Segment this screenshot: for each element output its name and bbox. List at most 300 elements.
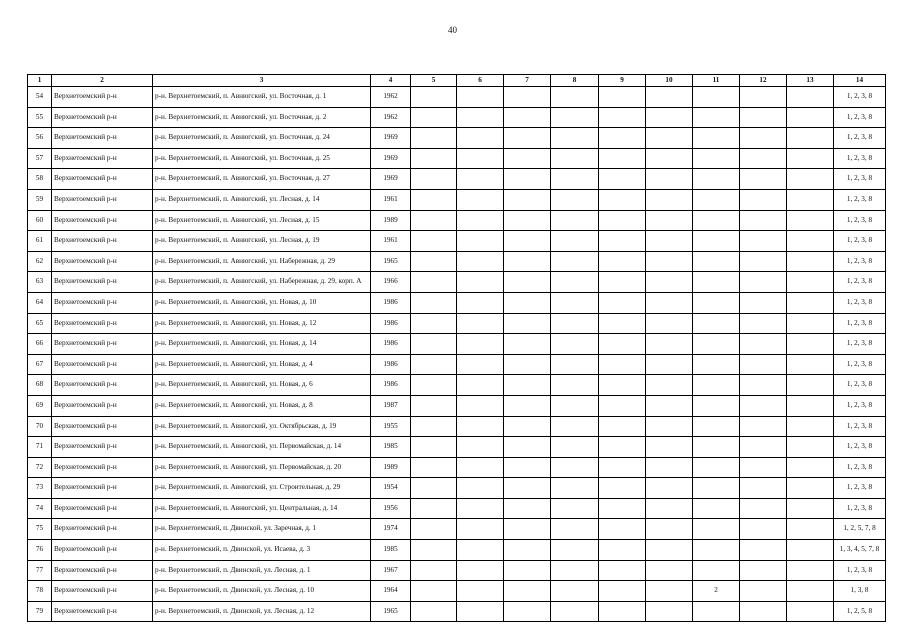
district-cell: Верхнетоемский р-н <box>52 354 153 375</box>
column-10-cell <box>646 375 693 396</box>
table-row <box>28 334 886 355</box>
table-row <box>28 292 886 313</box>
column-6-cell <box>457 375 504 396</box>
year-cell: 1961 <box>371 231 411 252</box>
row-number-cell: 77 <box>28 560 52 581</box>
column-9-cell <box>599 231 646 252</box>
year-cell: 1962 <box>371 87 411 108</box>
district-cell: Верхнетоемский р-н <box>52 519 153 540</box>
year-cell: 1987 <box>371 395 411 416</box>
column-6-cell <box>457 251 504 272</box>
column-13-cell <box>787 416 834 437</box>
column-13-cell <box>787 601 834 622</box>
district-cell: Верхнетоемский р-н <box>52 478 153 499</box>
column-5-cell <box>411 478 457 499</box>
column-14-cell: 1, 2, 3, 8 <box>834 231 886 252</box>
column-13-cell <box>787 540 834 561</box>
column-header-2: 2 <box>52 75 153 87</box>
column-9-cell <box>599 292 646 313</box>
column-6-cell <box>457 457 504 478</box>
column-8-cell <box>551 498 599 519</box>
column-12-cell <box>740 354 787 375</box>
table-row <box>28 601 886 622</box>
district-cell: Верхнетоемский р-н <box>52 437 153 458</box>
column-5-cell <box>411 231 457 252</box>
column-10-cell <box>646 334 693 355</box>
column-14-cell: 1, 2, 3, 8 <box>834 395 886 416</box>
address-cell: р-н. Верхнетоемский, п. Двинской, ул. Лесная, д. 10 <box>153 581 371 602</box>
column-12-cell <box>740 87 787 108</box>
row-number-cell: 57 <box>28 148 52 169</box>
column-9-cell <box>599 210 646 231</box>
column-13-cell <box>787 457 834 478</box>
column-13-cell <box>787 334 834 355</box>
column-11-cell <box>693 292 740 313</box>
column-14-cell: 1, 2, 3, 8 <box>834 292 886 313</box>
column-12-cell <box>740 498 787 519</box>
row-number-cell: 65 <box>28 313 52 334</box>
column-header-5: 5 <box>411 75 457 87</box>
column-5-cell <box>411 560 457 581</box>
column-6-cell <box>457 87 504 108</box>
column-14-cell: 1, 2, 3, 8 <box>834 478 886 499</box>
column-7-cell <box>504 292 551 313</box>
column-5-cell <box>411 498 457 519</box>
address-cell: р-н. Верхнетоемский, п. Авнюгский, ул. Центральная, д. 14 <box>153 498 371 519</box>
column-9-cell <box>599 498 646 519</box>
column-header-14: 14 <box>834 75 886 87</box>
column-11-cell <box>693 375 740 396</box>
row-number-cell: 63 <box>28 272 52 293</box>
column-10-cell <box>646 189 693 210</box>
district-cell: Верхнетоемский р-н <box>52 210 153 231</box>
column-7-cell <box>504 519 551 540</box>
address-cell: р-н. Верхнетоемский, п. Авнюгский, ул. Лесная, д. 15 <box>153 210 371 231</box>
column-8-cell <box>551 334 599 355</box>
column-8-cell <box>551 87 599 108</box>
address-cell: р-н. Верхнетоемский, п. Авнюгский, ул. Набережная, д. 29 <box>153 251 371 272</box>
column-10-cell <box>646 128 693 149</box>
district-cell: Верхнетоемский р-н <box>52 148 153 169</box>
year-cell: 1986 <box>371 313 411 334</box>
column-10-cell <box>646 416 693 437</box>
column-13-cell <box>787 148 834 169</box>
table-row <box>28 128 886 149</box>
column-12-cell <box>740 581 787 602</box>
row-number-cell: 70 <box>28 416 52 437</box>
column-8-cell <box>551 601 599 622</box>
column-13-cell <box>787 437 834 458</box>
column-9-cell <box>599 169 646 190</box>
column-6-cell <box>457 210 504 231</box>
column-5-cell <box>411 354 457 375</box>
address-cell: р-н. Верхнетоемский, п. Авнюгский, ул. Строительная, д. 29 <box>153 478 371 499</box>
column-8-cell <box>551 128 599 149</box>
column-9-cell <box>599 457 646 478</box>
column-7-cell <box>504 478 551 499</box>
column-11-cell <box>693 148 740 169</box>
column-6-cell <box>457 498 504 519</box>
column-12-cell <box>740 251 787 272</box>
district-cell: Верхнетоемский р-н <box>52 375 153 396</box>
table-body <box>28 87 886 622</box>
column-5-cell <box>411 169 457 190</box>
column-14-cell: 1, 2, 3, 8 <box>834 416 886 437</box>
address-cell: р-н. Верхнетоемский, п. Авнюгский, ул. Восточная, д. 25 <box>153 148 371 169</box>
column-7-cell <box>504 210 551 231</box>
district-cell: Верхнетоемский р-н <box>52 169 153 190</box>
column-6-cell <box>457 189 504 210</box>
column-14-cell: 1, 2, 5, 8 <box>834 601 886 622</box>
row-number-cell: 55 <box>28 107 52 128</box>
table-row <box>28 498 886 519</box>
row-number-cell: 62 <box>28 251 52 272</box>
column-7-cell <box>504 354 551 375</box>
address-cell: р-н. Верхнетоемский, п. Авнюгский, ул. Лесная, д. 19 <box>153 231 371 252</box>
table-row <box>28 437 886 458</box>
column-8-cell <box>551 478 599 499</box>
address-cell: р-н. Верхнетоемский, п. Авнюгский, ул. Восточная, д. 24 <box>153 128 371 149</box>
year-cell: 1974 <box>371 519 411 540</box>
row-number-cell: 66 <box>28 334 52 355</box>
column-14-cell: 1, 2, 3, 8 <box>834 313 886 334</box>
column-6-cell <box>457 601 504 622</box>
column-6-cell <box>457 334 504 355</box>
district-cell: Верхнетоемский р-н <box>52 395 153 416</box>
table-row <box>28 272 886 293</box>
column-14-cell: 1, 2, 3, 8 <box>834 272 886 293</box>
column-5-cell <box>411 581 457 602</box>
column-header-10: 10 <box>646 75 693 87</box>
column-5-cell <box>411 601 457 622</box>
column-12-cell <box>740 601 787 622</box>
column-7-cell <box>504 560 551 581</box>
column-9-cell <box>599 87 646 108</box>
column-14-cell: 1, 2, 3, 8 <box>834 210 886 231</box>
district-cell: Верхнетоемский р-н <box>52 601 153 622</box>
column-8-cell <box>551 581 599 602</box>
column-10-cell <box>646 231 693 252</box>
column-5-cell <box>411 87 457 108</box>
year-cell: 1985 <box>371 437 411 458</box>
column-10-cell <box>646 581 693 602</box>
column-8-cell <box>551 395 599 416</box>
column-11-cell: 2 <box>693 581 740 602</box>
district-cell: Верхнетоемский р-н <box>52 334 153 355</box>
row-number-cell: 64 <box>28 292 52 313</box>
column-9-cell <box>599 128 646 149</box>
column-6-cell <box>457 395 504 416</box>
column-14-cell: 1, 2, 3, 8 <box>834 189 886 210</box>
column-11-cell <box>693 107 740 128</box>
column-7-cell <box>504 498 551 519</box>
year-cell: 1986 <box>371 292 411 313</box>
column-11-cell <box>693 272 740 293</box>
column-5-cell <box>411 292 457 313</box>
column-header-12: 12 <box>740 75 787 87</box>
year-cell: 1956 <box>371 498 411 519</box>
year-cell: 1989 <box>371 210 411 231</box>
column-9-cell <box>599 272 646 293</box>
table-row <box>28 457 886 478</box>
column-9-cell <box>599 478 646 499</box>
year-cell: 1955 <box>371 416 411 437</box>
column-12-cell <box>740 313 787 334</box>
year-cell: 1966 <box>371 272 411 293</box>
column-10-cell <box>646 251 693 272</box>
column-6-cell <box>457 148 504 169</box>
column-13-cell <box>787 375 834 396</box>
column-10-cell <box>646 148 693 169</box>
district-cell: Верхнетоемский р-н <box>52 87 153 108</box>
row-number-cell: 72 <box>28 457 52 478</box>
column-7-cell <box>504 581 551 602</box>
column-11-cell <box>693 169 740 190</box>
column-8-cell <box>551 540 599 561</box>
column-14-cell: 1, 2, 3, 8 <box>834 375 886 396</box>
row-number-cell: 68 <box>28 375 52 396</box>
column-11-cell <box>693 87 740 108</box>
column-14-cell: 1, 3, 4, 5, 7, 8 <box>834 540 886 561</box>
column-13-cell <box>787 169 834 190</box>
district-cell: Верхнетоемский р-н <box>52 272 153 293</box>
column-11-cell <box>693 128 740 149</box>
column-12-cell <box>740 334 787 355</box>
column-9-cell <box>599 189 646 210</box>
district-cell: Верхнетоемский р-н <box>52 540 153 561</box>
column-13-cell <box>787 498 834 519</box>
address-cell: р-н. Верхнетоемский, п. Авнюгский, ул. Новая, д. 12 <box>153 313 371 334</box>
column-7-cell <box>504 457 551 478</box>
table-row <box>28 519 886 540</box>
row-number-cell: 67 <box>28 354 52 375</box>
column-11-cell <box>693 354 740 375</box>
column-7-cell <box>504 107 551 128</box>
column-7-cell <box>504 313 551 334</box>
address-cell: р-н. Верхнетоемский, п. Двинской, ул. Лесная, д. 1 <box>153 560 371 581</box>
column-7-cell <box>504 272 551 293</box>
table-row <box>28 107 886 128</box>
column-10-cell <box>646 395 693 416</box>
column-7-cell <box>504 375 551 396</box>
column-12-cell <box>740 457 787 478</box>
district-cell: Верхнетоемский р-н <box>52 498 153 519</box>
column-11-cell <box>693 313 740 334</box>
column-12-cell <box>740 375 787 396</box>
column-11-cell <box>693 416 740 437</box>
column-8-cell <box>551 313 599 334</box>
row-number-cell: 54 <box>28 87 52 108</box>
year-cell: 1961 <box>371 189 411 210</box>
year-cell: 1965 <box>371 251 411 272</box>
column-6-cell <box>457 169 504 190</box>
address-cell: р-н. Верхнетоемский, п. Авнюгский, ул. Лесная, д. 14 <box>153 189 371 210</box>
register-table <box>27 74 886 622</box>
column-5-cell <box>411 251 457 272</box>
column-8-cell <box>551 272 599 293</box>
column-14-cell: 1, 2, 3, 8 <box>834 457 886 478</box>
year-cell: 1965 <box>371 601 411 622</box>
column-13-cell <box>787 272 834 293</box>
column-14-cell: 1, 2, 3, 8 <box>834 251 886 272</box>
column-6-cell <box>457 272 504 293</box>
district-cell: Верхнетоемский р-н <box>52 231 153 252</box>
column-5-cell <box>411 107 457 128</box>
address-cell: р-н. Верхнетоемский, п. Двинской, ул. Заречная, д. 1 <box>153 519 371 540</box>
column-5-cell <box>411 210 457 231</box>
column-12-cell <box>740 540 787 561</box>
table-row <box>28 313 886 334</box>
column-8-cell <box>551 189 599 210</box>
year-cell: 1962 <box>371 107 411 128</box>
column-8-cell <box>551 560 599 581</box>
table-row <box>28 87 886 108</box>
column-8-cell <box>551 148 599 169</box>
column-header-13: 13 <box>787 75 834 87</box>
address-cell: р-н. Верхнетоемский, п. Двинской, ул. Исаева, д. 3 <box>153 540 371 561</box>
column-12-cell <box>740 107 787 128</box>
row-number-cell: 56 <box>28 128 52 149</box>
column-5-cell <box>411 540 457 561</box>
column-6-cell <box>457 478 504 499</box>
row-number-cell: 74 <box>28 498 52 519</box>
table-row <box>28 395 886 416</box>
column-11-cell <box>693 519 740 540</box>
table-row <box>28 251 886 272</box>
row-number-cell: 73 <box>28 478 52 499</box>
column-8-cell <box>551 107 599 128</box>
column-6-cell <box>457 313 504 334</box>
column-13-cell <box>787 395 834 416</box>
address-cell: р-н. Верхнетоемский, п. Авнюгский, ул. Новая, д. 8 <box>153 395 371 416</box>
district-cell: Верхнетоемский р-н <box>52 128 153 149</box>
table-row <box>28 416 886 437</box>
address-cell: р-н. Верхнетоемский, п. Двинской, ул. Лесная, д. 12 <box>153 601 371 622</box>
column-9-cell <box>599 540 646 561</box>
table-row <box>28 581 886 602</box>
year-cell: 1964 <box>371 581 411 602</box>
column-8-cell <box>551 519 599 540</box>
column-13-cell <box>787 128 834 149</box>
column-11-cell <box>693 601 740 622</box>
row-number-cell: 59 <box>28 189 52 210</box>
column-header-7: 7 <box>504 75 551 87</box>
column-11-cell <box>693 540 740 561</box>
column-7-cell <box>504 251 551 272</box>
column-8-cell <box>551 457 599 478</box>
year-cell: 1954 <box>371 478 411 499</box>
column-12-cell <box>740 210 787 231</box>
district-cell: Верхнетоемский р-н <box>52 416 153 437</box>
column-6-cell <box>457 292 504 313</box>
column-8-cell <box>551 375 599 396</box>
address-cell: р-н. Верхнетоемский, п. Авнюгский, ул. Новая, д. 10 <box>153 292 371 313</box>
column-header-1: 1 <box>28 75 52 87</box>
district-cell: Верхнетоемский р-н <box>52 107 153 128</box>
column-5-cell <box>411 334 457 355</box>
column-14-cell: 1, 2, 3, 8 <box>834 169 886 190</box>
column-9-cell <box>599 560 646 581</box>
column-5-cell <box>411 313 457 334</box>
row-number-cell: 76 <box>28 540 52 561</box>
address-cell: р-н. Верхнетоемский, п. Авнюгский, ул. Новая, д. 6 <box>153 375 371 396</box>
column-header-8: 8 <box>551 75 599 87</box>
column-8-cell <box>551 210 599 231</box>
column-10-cell <box>646 540 693 561</box>
column-9-cell <box>599 313 646 334</box>
district-cell: Верхнетоемский р-н <box>52 313 153 334</box>
column-6-cell <box>457 354 504 375</box>
column-13-cell <box>787 210 834 231</box>
column-9-cell <box>599 375 646 396</box>
column-10-cell <box>646 457 693 478</box>
column-12-cell <box>740 272 787 293</box>
column-10-cell <box>646 210 693 231</box>
column-12-cell <box>740 519 787 540</box>
column-8-cell <box>551 416 599 437</box>
year-cell: 1969 <box>371 128 411 149</box>
table-row <box>28 148 886 169</box>
column-10-cell <box>646 601 693 622</box>
column-13-cell <box>787 251 834 272</box>
column-12-cell <box>740 128 787 149</box>
column-header-3: 3 <box>153 75 371 87</box>
column-13-cell <box>787 107 834 128</box>
column-13-cell <box>787 560 834 581</box>
year-cell: 1986 <box>371 334 411 355</box>
column-header-9: 9 <box>599 75 646 87</box>
column-12-cell <box>740 437 787 458</box>
row-number-cell: 71 <box>28 437 52 458</box>
column-10-cell <box>646 87 693 108</box>
column-5-cell <box>411 395 457 416</box>
column-11-cell <box>693 334 740 355</box>
column-header-11: 11 <box>693 75 740 87</box>
column-10-cell <box>646 354 693 375</box>
column-10-cell <box>646 560 693 581</box>
row-number-cell: 61 <box>28 231 52 252</box>
table-header-row <box>28 75 886 87</box>
table-row <box>28 560 886 581</box>
column-14-cell: 1, 2, 3, 8 <box>834 334 886 355</box>
column-7-cell <box>504 334 551 355</box>
row-number-cell: 58 <box>28 169 52 190</box>
column-6-cell <box>457 416 504 437</box>
column-11-cell <box>693 437 740 458</box>
column-9-cell <box>599 251 646 272</box>
column-13-cell <box>787 292 834 313</box>
column-10-cell <box>646 169 693 190</box>
column-14-cell: 1, 2, 3, 8 <box>834 107 886 128</box>
column-12-cell <box>740 148 787 169</box>
column-5-cell <box>411 272 457 293</box>
column-11-cell <box>693 457 740 478</box>
district-cell: Верхнетоемский р-н <box>52 560 153 581</box>
column-14-cell: 1, 2, 3, 8 <box>834 354 886 375</box>
column-14-cell: 1, 2, 5, 7, 8 <box>834 519 886 540</box>
column-9-cell <box>599 395 646 416</box>
year-cell: 1986 <box>371 375 411 396</box>
column-6-cell <box>457 581 504 602</box>
column-14-cell: 1, 2, 3, 8 <box>834 560 886 581</box>
address-cell: р-н. Верхнетоемский, п. Авнюгский, ул. Новая, д. 14 <box>153 334 371 355</box>
column-12-cell <box>740 292 787 313</box>
column-9-cell <box>599 354 646 375</box>
column-10-cell <box>646 107 693 128</box>
column-12-cell <box>740 416 787 437</box>
column-6-cell <box>457 231 504 252</box>
district-cell: Верхнетоемский р-н <box>52 457 153 478</box>
